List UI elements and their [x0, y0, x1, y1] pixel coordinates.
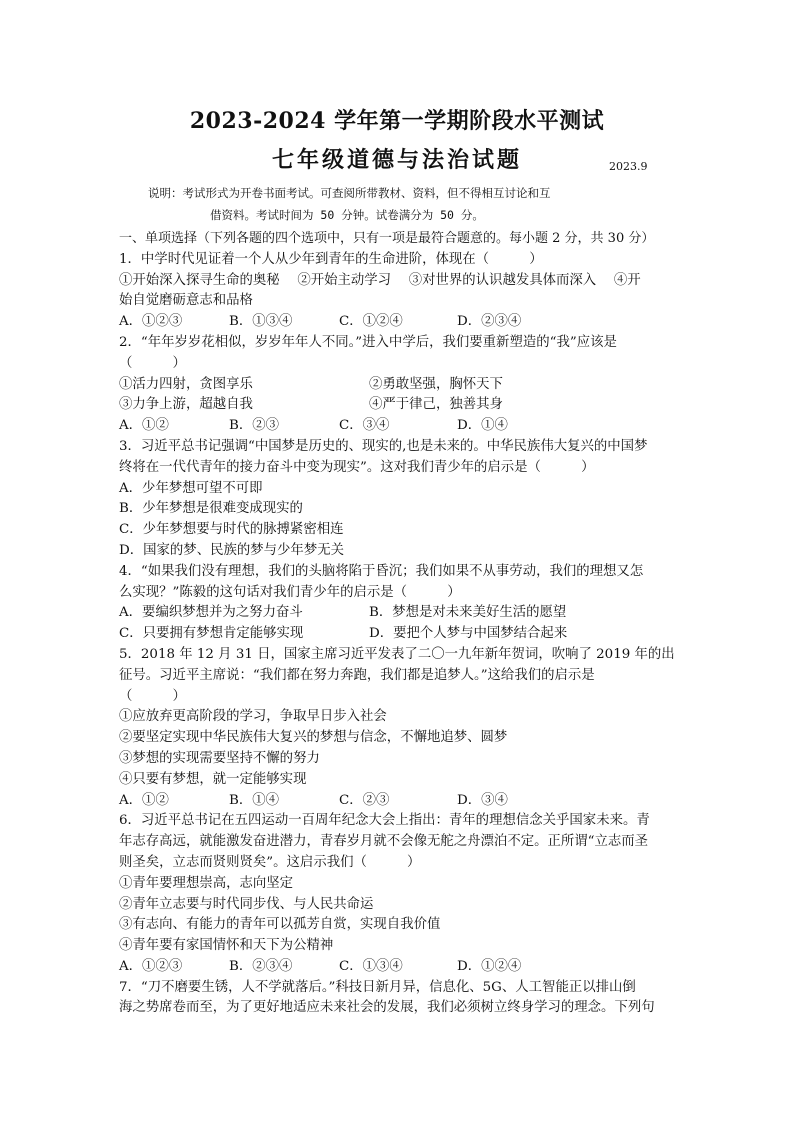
question-5-item-1: ①应放弃更高阶段的学习，争取早日步入社会 [119, 709, 387, 725]
section-heading: 一、单项选择（下列各题的四个选项中，只有一项是最符合题意的。每小题 2 分，共 30 分） [119, 231, 655, 246]
question-5-stem-cont: 征号。习近平主席说：“我们都在努力奔跑，我们都是追梦人。”这给我们的启示是 [119, 667, 595, 683]
question-4-options-row-1 [119, 603, 679, 624]
question-1-items: ①开始深入探寻生命的奥秘 ②开始主动学习 ③对世界的认识越发具体而深入 ④开 [119, 272, 641, 288]
option-a: A．①② [119, 792, 169, 808]
exam-instructions-line-2: 借资料。考试时间为 50 分钟。试卷满分为 50 分。 [210, 208, 484, 222]
question-2-stem: 2．“年年岁岁花相似，岁岁年年人不同。”进入中学后，我们要重新塑造的“我”应该是 [119, 334, 617, 350]
option-b: B．①④ [229, 792, 280, 808]
question-list [119, 229, 679, 1019]
option-c: C．②③ [339, 792, 390, 808]
question-5-stem-cont-2: （ ） [119, 688, 186, 704]
question-1-items-cont: 始自觉磨砺意志和品格 [119, 293, 253, 309]
question-7-stem: 7．“刀不磨要生锈，人不学就落后。”科技日新月异，信息化、5G、人工智能正以排山倒 [119, 979, 636, 995]
option-b: B．①③④ [229, 314, 293, 330]
question-7-stem-cont: 海之势席卷而至，为了更好地适应未来社会的发展，我们必须树立终身学习的理念。下列句 [119, 1000, 655, 1016]
item-3: ③力争上游，超越自我 [119, 397, 253, 413]
option-b: B．②③④ [229, 958, 293, 974]
option-a: A．要编织梦想并为之努力奋斗 [119, 605, 303, 621]
question-5-item-3: ③梦想的实现需要坚持不懈的努力 [119, 750, 320, 766]
exam-instructions-line-1: 说明：考试形式为开卷书面考试。可查阅所带教材、资料，但不得相互讨论和互 [148, 186, 551, 200]
question-6-stem-cont: 年志存高远，就能激发奋进潜力，青春岁月就不会像无舵之舟漂泊不定。正所谓“立志而圣 [119, 834, 649, 850]
question-3-option-d: D．国家的梦、民族的梦与少年梦无关 [119, 542, 344, 558]
question-6-options [119, 957, 679, 978]
option-d: D．①②④ [457, 958, 522, 974]
exam-date: 2023.9 [609, 160, 648, 173]
question-6-item-1: ①青年要理想崇高，志向坚定 [119, 875, 294, 891]
option-d: D．③④ [457, 792, 508, 808]
option-d: D．①④ [457, 418, 508, 434]
question-3-option-a: A．少年梦想可望不可即 [119, 480, 263, 496]
option-b: B．②③ [229, 418, 280, 434]
question-4-options-row-2 [119, 624, 679, 645]
question-5-stem: 5．2018 年 12 月 31 日，国家主席习近平发表了二〇一九年新年贺词，吹响了 2019 年的出 [119, 646, 675, 662]
exam-title: 2023-2024 学年第一学期阶段水平测试 [189, 108, 605, 134]
item-1: ①活力四射，贪图享乐 [119, 376, 253, 392]
option-c: C．①③④ [339, 958, 403, 974]
question-5-options [119, 791, 679, 812]
question-5-item-4: ④只要有梦想，就一定能够实现 [119, 771, 307, 787]
question-6-item-4: ④青年要有家国情怀和天下为公精神 [119, 938, 334, 954]
option-a: A．①②③ [119, 314, 183, 330]
question-6-stem-cont-2: 则圣矣，立志而贤则贤矣”。这启示我们（ ） [119, 854, 421, 870]
question-6-stem: 6．习近平总书记在五四运动一百周年纪念大会上指出：青年的理想信念关乎国家未来。青 [119, 813, 650, 829]
question-3-stem: 3．习近平总书记强调“中国梦是历史的、现实的,也是未来的。中华民族伟大复兴的中国梦 [119, 438, 648, 454]
item-2: ②勇敢坚强，胸怀天下 [369, 376, 503, 392]
option-c: C．①②④ [339, 314, 403, 330]
question-2-items-row-1 [119, 375, 679, 396]
question-6-item-2: ②青年立志要与时代同步伐、与人民共命运 [119, 896, 374, 912]
question-1-stem: 1．中学时代见证着一个人从少年到青年的生命进阶，体现在（ ） [119, 251, 543, 267]
question-4-stem-cont: 么实现？”陈毅的这句话对我们青少年的启示是（ ） [119, 584, 461, 600]
question-5-item-2: ②要坚定实现中华民族伟大复兴的梦想与信念，不懈地追梦、圆梦 [119, 730, 508, 746]
item-4: ④严于律己，独善其身 [369, 397, 503, 413]
question-3-option-b: B．少年梦想是很难变成现实的 [119, 501, 303, 517]
question-4-stem: 4．“如果我们没有理想，我们的头脑将陷于昏沉；我们如果不从事劳动，我们的理想又怎 [119, 563, 644, 579]
question-2-options [119, 416, 679, 437]
question-2-stem-cont: （ ） [119, 355, 186, 371]
option-b: B．梦想是对未来美好生活的愿望 [369, 605, 567, 621]
exam-subtitle: 七年级道德与法治试题 [271, 147, 522, 173]
option-a: A．①② [119, 418, 169, 434]
option-d: D．要把个人梦与中国梦结合起来 [369, 626, 568, 642]
question-3-stem-cont: 终将在一代代青年的接力奋斗中变为现实”。这对我们青少年的启示是（ ） [119, 459, 595, 475]
question-2-items-row-2 [119, 395, 679, 416]
option-a: A．①②③ [119, 958, 183, 974]
question-1-options [119, 312, 679, 333]
question-3-option-c: C．少年梦想要与时代的脉搏紧密相连 [119, 522, 344, 538]
option-c: C．只要拥有梦想肯定能够实现 [119, 626, 304, 642]
question-6-item-3: ③有志向、有能力的青年可以孤芳自赏，实现自我价值 [119, 917, 441, 933]
option-d: D．②③④ [457, 314, 522, 330]
option-c: C．③④ [339, 418, 390, 434]
